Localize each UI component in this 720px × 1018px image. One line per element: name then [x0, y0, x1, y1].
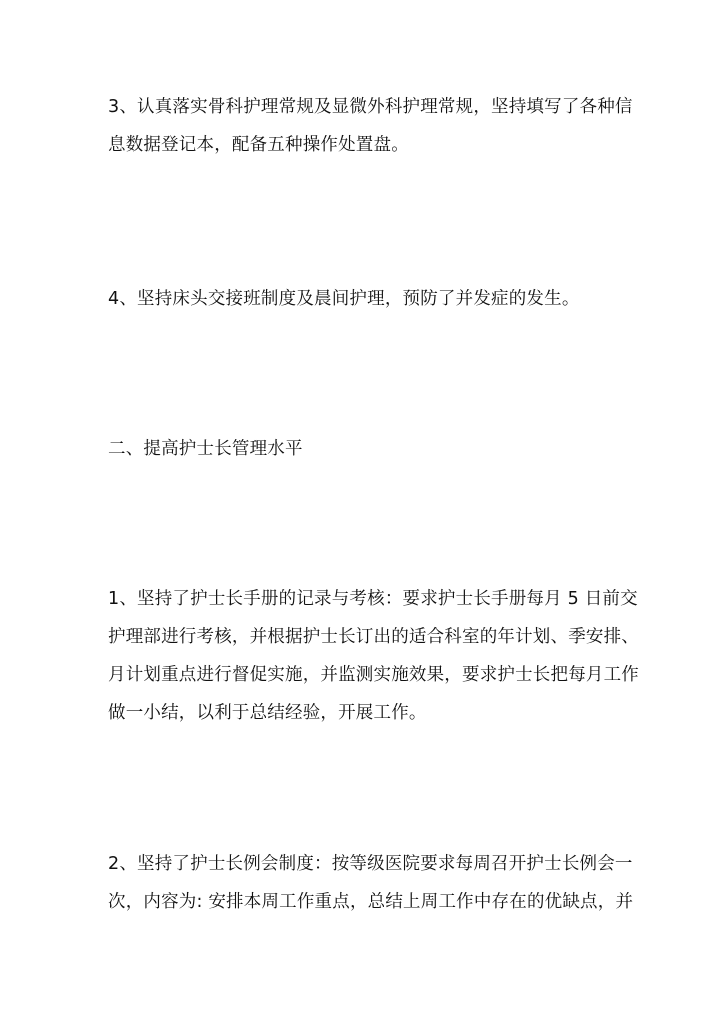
paragraph-item-2-weekly-meeting	[108, 845, 634, 921]
text-line: 次，内容为: 安排本周工作重点，总结上周工作中存在的优缺点，并	[108, 892, 634, 912]
text-line: 1、坚持了护士长手册的记录与考核：要求护士长手册每月 5 日前交	[108, 589, 638, 609]
text-line: 3、认真落实骨科护理常规及显微外科护理常规，坚持填写了各种信	[108, 97, 633, 117]
paragraph-item-3-nursing-routine	[108, 88, 633, 164]
heading-text: 二、提高护士长管理水平	[108, 439, 303, 459]
text-line: 护理部进行考核，并根据护士长订出的适合科室的年计划、季安排、	[108, 627, 639, 647]
text-line: 息数据登记本，配备五种操作处置盘。	[108, 135, 409, 155]
paragraph-item-1-head-nurse-manual	[108, 580, 639, 732]
text-line: 做一小结，以利于总结经验，开展工作。	[108, 703, 427, 723]
text-line: 2、坚持了护士长例会制度：按等级医院要求每周召开护士长例会一	[108, 854, 633, 874]
section-heading	[108, 430, 628, 468]
paragraph-item-4-handover	[108, 280, 628, 318]
text-line: 4、坚持床头交接班制度及晨间护理，预防了并发症的发生。	[108, 289, 580, 309]
text-line: 月计划重点进行督促实施，并监测实施效果，要求护士长把每月工作	[108, 665, 639, 685]
